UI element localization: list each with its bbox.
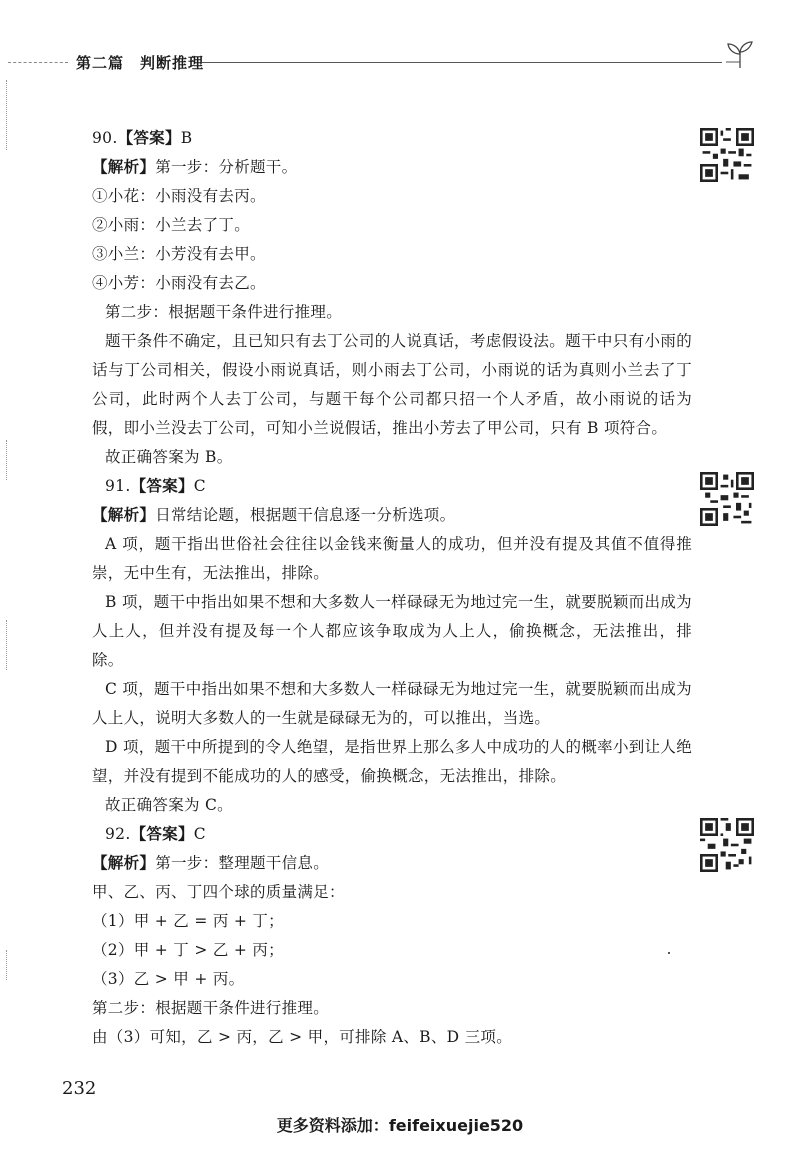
footer-note bbox=[0, 1113, 800, 1136]
page-content bbox=[92, 124, 692, 1052]
q91-analysis-label: 【解析】 bbox=[92, 506, 156, 524]
q91-option-b: B 项，题干中指出如果不想和大多数人一样碌碌无为地过完一生，就要脱颖而出成为人上人，但并没有提及每一个人都应该争取成为人上人，偷换概念，无法推出，排除。 bbox=[92, 593, 692, 669]
q92-step1: 第一步：整理题干信息。 bbox=[155, 854, 330, 872]
q90-step2: 第二步：根据题干条件进行推理。 bbox=[105, 303, 343, 321]
qr-code-icon bbox=[700, 128, 754, 182]
page-number: 232 bbox=[62, 1078, 97, 1099]
q92-answer: C bbox=[193, 825, 206, 843]
q92-number: 92. bbox=[105, 825, 131, 843]
q91-option-c: C 项，题干中指出如果不想和大多数人一样碌碌无为地过完一生，就要脱颖而出成为人上人，说明大多数人的一生就是碌碌无为的，可以推出，当选。 bbox=[92, 680, 692, 727]
q91-number: 91. bbox=[105, 477, 131, 495]
q92-condition-1: （1）甲 + 乙 = 丙 + 丁； bbox=[92, 912, 284, 930]
q92-step2: 第二步：根据题干条件进行推理。 bbox=[92, 999, 330, 1017]
q92-condition-2: （2）甲 + 丁 > 乙 + 丙； bbox=[92, 941, 284, 959]
q90-step1: 第一步：分析题干。 bbox=[155, 158, 298, 176]
q92-intro: 甲、乙、丙、丁四个球的质量满足： bbox=[92, 883, 345, 901]
q92-answer-line bbox=[92, 820, 692, 849]
q91-answer-line bbox=[92, 472, 692, 501]
q90-statement-1: ①小花：小雨没有去丙。 bbox=[92, 187, 266, 205]
q91-analysis-line bbox=[92, 501, 692, 530]
q92-last-line: 由（3）可知，乙 > 丙，乙 > 甲，可排除 A、B、D 三项。 bbox=[92, 1028, 513, 1046]
q90-statement-4: ④小芳：小雨没有去乙。 bbox=[92, 274, 266, 292]
q92-condition-3: （3）乙 > 甲 + 丙。 bbox=[92, 970, 245, 988]
q90-number: 90. bbox=[92, 129, 118, 147]
q91-answer-label: 【答案】 bbox=[130, 477, 194, 495]
q92-analysis-label: 【解析】 bbox=[92, 854, 156, 872]
header-title: 第二篇 判断推理 bbox=[76, 54, 205, 72]
q90-analysis-line bbox=[92, 153, 692, 182]
q90-statement-2: ②小雨：小兰去了丁。 bbox=[92, 216, 251, 234]
q90-statement-3: ③小兰：小芳没有去甲。 bbox=[92, 245, 266, 263]
q92-analysis-line bbox=[92, 849, 692, 878]
q92-answer-label: 【答案】 bbox=[130, 825, 194, 843]
q90-answer-line bbox=[92, 124, 692, 153]
q91-answer: C bbox=[193, 477, 206, 495]
sprout-icon bbox=[722, 40, 758, 70]
header-dashed-rule bbox=[8, 62, 68, 63]
speck bbox=[668, 952, 670, 954]
binding-mark-top bbox=[6, 80, 7, 150]
q91-intro: 日常结论题，根据题干信息逐一分析选项。 bbox=[155, 506, 456, 524]
header-rule bbox=[202, 62, 722, 63]
q90-reasoning: 题干条件不确定，且已知只有去丁公司的人说真话，考虑假设法。题干中只有小雨的话与丁公司相关，假设小雨说真话，则小雨去丁公司，小雨说的话为真则小兰去了丁公司，此时两个人去丁公司，与题干每个公司都只招一个人矛盾，故小雨说的话为假，即小兰没去丁公司，可知小兰说假话，推出小芳去了甲公司，只有 B 项符合。 bbox=[92, 332, 692, 437]
q91-option-a: A 项，题干指出世俗社会往往以金钱来衡量人的成功，但并没有提及其值不值得推崇，无中生有，无法推出，排除。 bbox=[92, 535, 692, 582]
q90-analysis-label: 【解析】 bbox=[92, 158, 156, 176]
binding-mark-middle bbox=[6, 440, 7, 480]
qr-code-icon bbox=[700, 818, 754, 872]
footer-contact: feifeixuejie520 bbox=[388, 1116, 524, 1135]
page-header bbox=[0, 48, 800, 78]
q90-answer-label: 【答案】 bbox=[117, 129, 181, 147]
binding-mark-bottom bbox=[6, 950, 7, 980]
q91-option-d: D 项，题干中所提到的令人绝望，是指世界上那么多人中成功的人的概率小到让人绝望，并没有提到不能成功的人的感受，偷换概念，无法推出，排除。 bbox=[92, 738, 692, 785]
footer-prefix: 更多资料添加： bbox=[276, 1116, 389, 1135]
q91-conclusion: 故正确答案为 C。 bbox=[105, 796, 233, 814]
qr-code-icon bbox=[700, 472, 754, 526]
binding-mark-lower bbox=[6, 620, 7, 670]
q90-answer: B bbox=[180, 129, 193, 147]
q90-conclusion: 故正确答案为 B。 bbox=[105, 448, 233, 466]
